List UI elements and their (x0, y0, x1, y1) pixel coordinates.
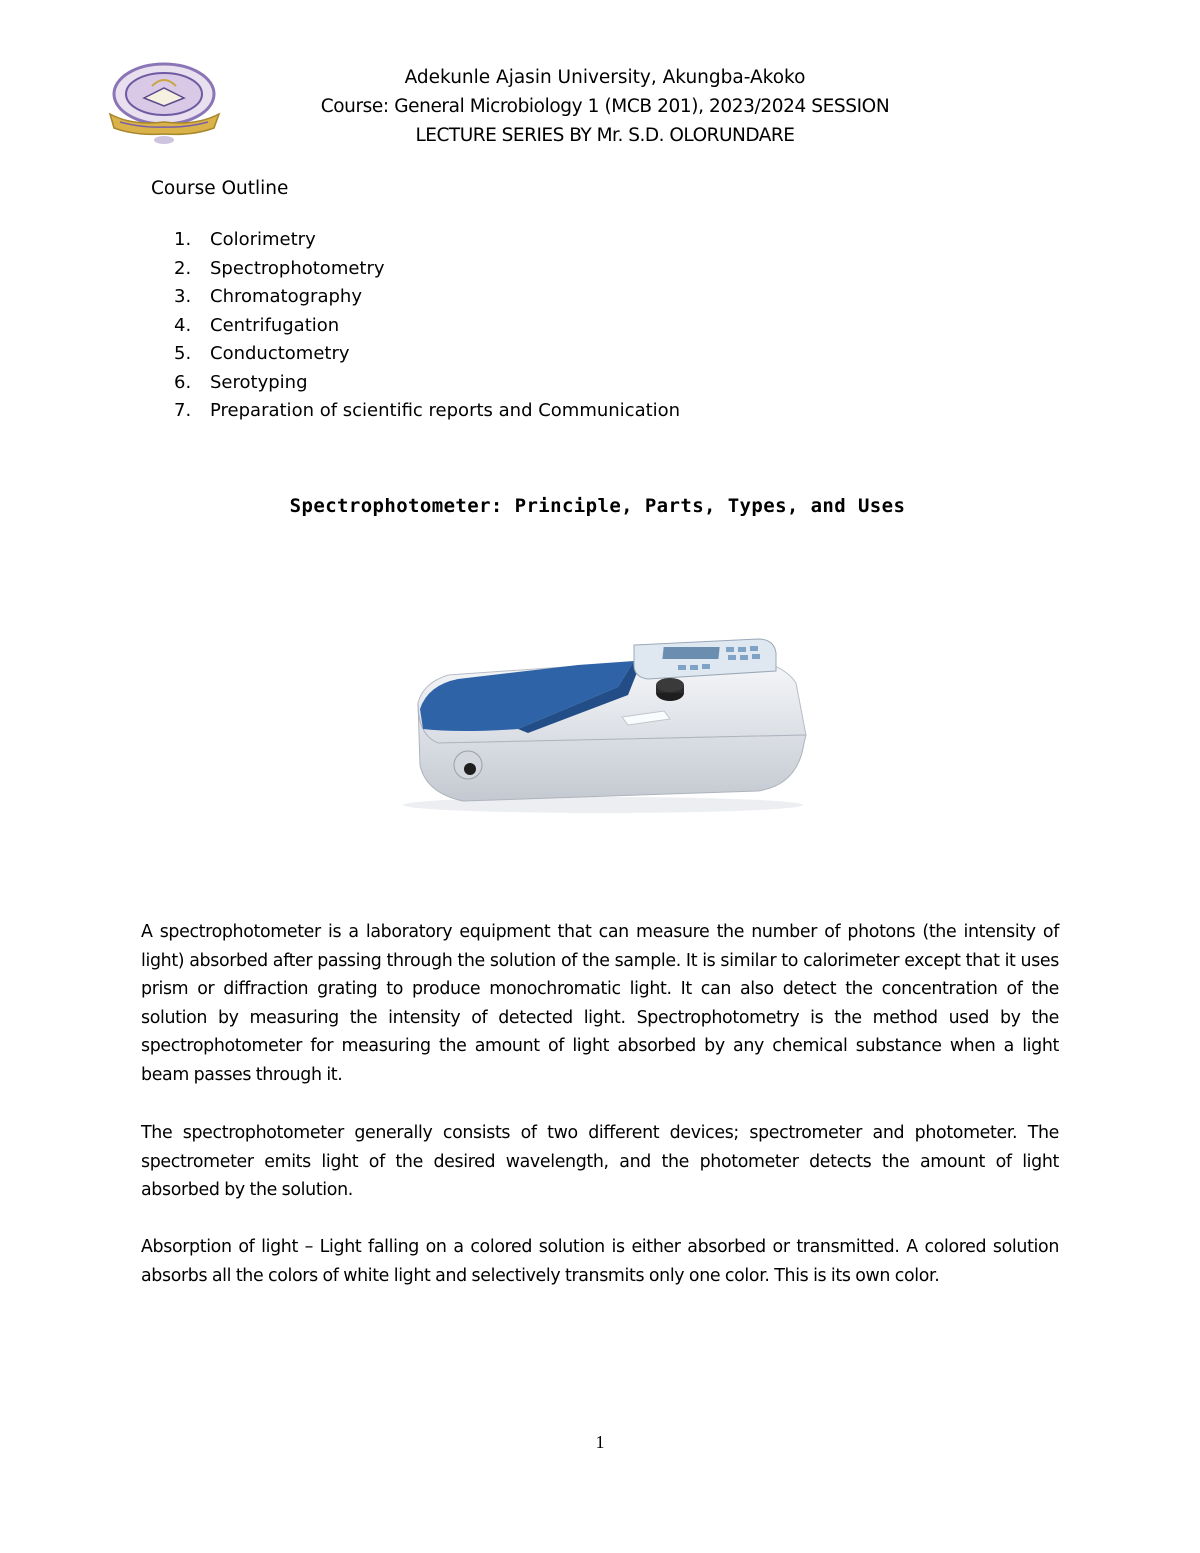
list-item: 3. Chromatography (174, 286, 362, 307)
university-logo (102, 56, 227, 146)
course-outline-list (174, 226, 680, 426)
course-outline-title: Course Outline (151, 178, 289, 199)
page-number: 1 (595, 1432, 605, 1452)
list-item-label: Chromatography (210, 286, 362, 307)
list-item-label: Conductometry (210, 343, 350, 364)
section-title: Spectrophotometer: Principle, Parts, Types, and Uses (289, 495, 906, 517)
header-university: Adekunle Ajasin University, Akungba-Akoko (404, 67, 806, 88)
header-lecturer: LECTURE SERIES BY Mr. S.D. OLORUNDARE (415, 125, 795, 146)
list-item: 4. Centrifugation (174, 314, 340, 336)
paragraph-absorption: Absorption of light – Light falling on a colored solution is either absorbed or transmitted. A colored solution absorbs all the colors of white light and selectively transmits only one color. This is its own color. (141, 1237, 1059, 1286)
header-course: Course: General Microbiology 1 (MCB 201), 2023/2024 SESSION (320, 96, 890, 117)
list-item: 6. Serotyping (174, 371, 308, 393)
list-item-label: Centrifugation (210, 314, 340, 336)
list-item-label: Preparation of scientific reports and Communication (210, 400, 681, 421)
paragraph-definition: A spectrophotometer is a laboratory equipment that can measure the number of photons (the intensity of light) absorbed after passing through the solution of the sample. It is similar to calorimeter except that it uses prism or diffraction grating to produce monochromatic light. It can also detect the concentration of the solution by measuring the intensity of detected light. Spectrophotometry is the method used by the spectrophotometer for measuring the amount of light absorbed by any chemical substance when a light beam passes through it. (141, 922, 1059, 1085)
spectrophotometer-image (378, 625, 824, 815)
list-item-label: Spectrophotometry (210, 257, 385, 279)
paragraph-components: The spectrophotometer generally consists of two different devices; spectrometer and photometer. The spectrometer emits light of the desired wavelength, and the photometer detects the amount of light absorbed by the solution. (141, 1123, 1059, 1201)
list-item-label: Serotyping (210, 371, 308, 393)
list-item: 2. Spectrophotometry (174, 257, 385, 279)
list-item-label: Colorimetry (210, 229, 316, 250)
list-item: 1. Colorimetry (174, 229, 316, 250)
list-item: 5. Conductometry (174, 343, 350, 364)
list-item: 7. Preparation of scientific reports and Communication (174, 400, 681, 421)
